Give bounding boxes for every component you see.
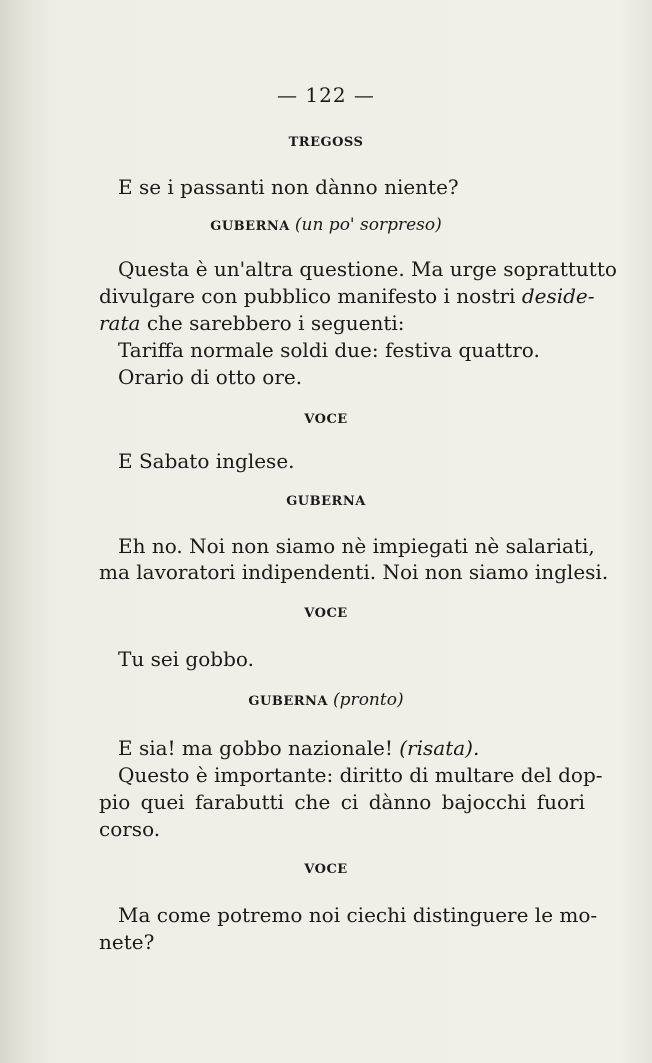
dialogue-line <box>99 311 405 335</box>
dialogue-line: corso. <box>99 817 161 841</box>
dialogue-line: Questa è un'altra questione. Ma urge soprattutto <box>118 257 617 281</box>
dialogue-line <box>99 284 595 308</box>
stage-direction: (pronto) <box>333 690 404 710</box>
speaker-guberna <box>0 690 652 710</box>
speaker-voce: VOCE <box>304 862 348 877</box>
dialogue-line: Ma come potremo noi ciechi distinguere le mo- <box>118 903 598 927</box>
speaker-guberna <box>0 215 652 235</box>
dialogue-line: Questo è importante: diritto di multare del dop- <box>118 763 603 787</box>
dialogue-line: E Sabato inglese. <box>118 449 295 473</box>
italic-word: deside- <box>521 284 595 308</box>
speaker-voce: VOCE <box>304 412 348 427</box>
speaker-name: GUBERNA <box>210 219 290 234</box>
dialogue-line: Tu sei gobbo. <box>118 647 254 671</box>
page-number: — 122 — <box>277 83 375 107</box>
line-text: che sarebbero i seguenti: <box>146 311 405 335</box>
dialogue-line: pio quei farabutti che ci dànno bajocchi fuori <box>99 790 585 814</box>
dialogue-line: Orario di otto ore. <box>118 365 303 389</box>
speaker-guberna: GUBERNA <box>286 494 366 509</box>
dialogue-line: nete? <box>99 930 155 954</box>
italic-word: (risata). <box>399 736 480 760</box>
dialogue-line: Tariffa normale soldi due: festiva quattro. <box>118 338 540 362</box>
dialogue-line: Eh no. Noi non siamo nè impiegati nè salariati, <box>118 534 595 558</box>
dialogue-line: ma lavoratori indipendenti. Noi non siamo inglesi. <box>99 560 609 584</box>
line-text: divulgare con pubblico manifesto i nostri <box>99 284 516 308</box>
dialogue-line: E se i passanti non dànno niente? <box>118 175 459 199</box>
dialogue-line <box>118 736 479 760</box>
speaker-tregoss: TREGOSS <box>288 135 364 150</box>
stage-direction: (un po' sorpreso) <box>294 215 442 235</box>
italic-word: rata <box>99 311 141 335</box>
speaker-voce: VOCE <box>304 606 348 621</box>
line-text: E sia! ma gobbo nazionale! <box>118 736 393 760</box>
speaker-name: GUBERNA <box>248 694 329 709</box>
